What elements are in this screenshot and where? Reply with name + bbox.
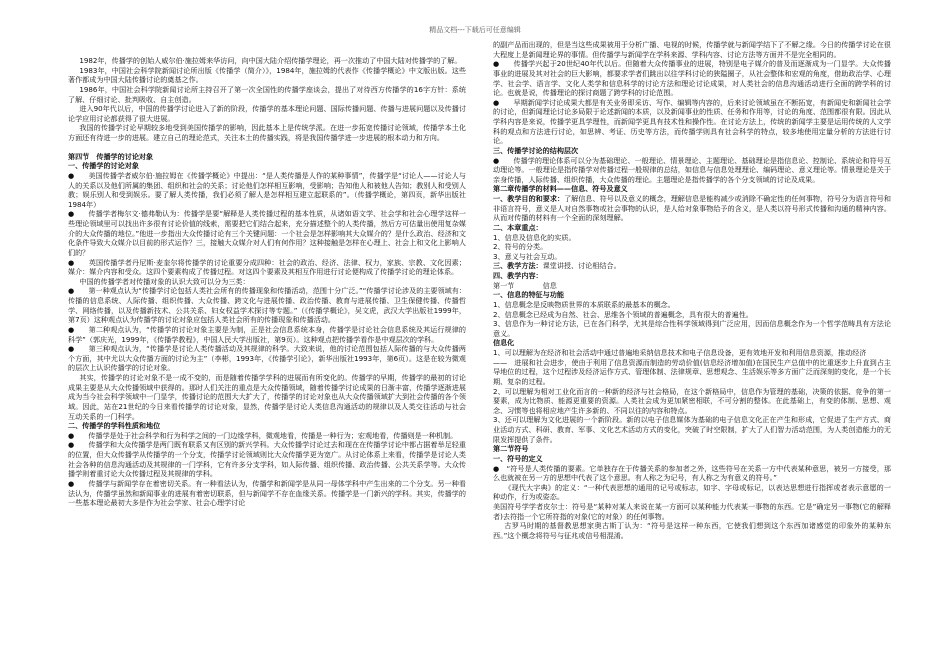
right_column-paragraph-28: 古罗马时期的基督教思想家奥古斯丁认为：“符号是这样一种东西，它使我们想到这个东西加诸感觉的印象外的某种东西。”这个概念将符号与征兆或信号相混淆。 xyxy=(493,521,891,540)
left_column-paragraph-3: 进入90年代以后，中国的传播学讨论进入了新的阶段，传播学的基本理论问题、国际传播问题、传播与进展问题以及传播讨论学应用讨论都获得了很大进展。 xyxy=(68,104,466,123)
right_column-paragraph-19: 1、可以理解为在经济和社会活动中通过普遍地采纳信息技术和电子信息设备，更有效地开发和利用信息资源，推动经济 xyxy=(493,348,867,357)
left_column-paragraph-6: 一、传播学的讨论对象 xyxy=(68,161,139,171)
right_column-paragraph-7: 二、本章重点： xyxy=(493,222,543,232)
left-column xyxy=(68,56,466,662)
right_column-paragraph-26: 《现代大字典》的定义：“一种代表思想的通用的记号或标志，如字、字母或标记，以表达思想进行指挥或者表示意愿的一种动作，行为或姿态。 xyxy=(493,482,891,502)
right_column-paragraph-10: 3、意义与社会互动。 xyxy=(493,251,562,261)
left_column-paragraph-1: 1983年，中国社会科学院新闻讨论所出版《传播学（简介）》，1984年，施拉姆的代表作《传播学概论》中文版出版。这些著作都成为中国大陆传播讨论的奠基之作。 xyxy=(68,65,466,85)
right_column-paragraph-22: 3、还可以理解为文化进展的一个新阶段。新的以电子信息媒体为基础的电子信息文化正在产生和形成，它促进了生产方式、商业活动方式、科研、教育、军事、文化艺术活动方式的变化，突破了时空限制，扩大了人们智力活动范围，为人类创造能力的无限发挥提供了条件。 xyxy=(493,415,891,444)
right_column-paragraph-20: —— 进展和社会进步，使由于利用了信息资源而制造的劳动价值(信息经济增加值)在国民生产总值中的比重逐步上升直到占主导地位的过程，这个过程涉及经济运作方式、管理体制、法律规章、思想观念、生活娱乐等多方面广泛而深刻的变化，是一个长期、复杂的过程。 xyxy=(493,357,891,386)
paragraph-body: 了解信息、符号以及意义的概念，理解信息是能构减少或消除不确定性的任何事物，符号分为语言符号和非语言符号，意义是人对自然事物或社会事物的认识，是人给对象事物给予的含义，是人类以符号形式传播和沟通的精神内容。从而对传播的材料有一个全面的深刻理解。 xyxy=(493,194,891,223)
paragraph-heading: 三、教学方法： xyxy=(493,261,543,271)
left_column-paragraph-13: ● 第三种观点认为，“传播学是讨论人类传播活动及其规律的科学。大致来说，他的讨论范围包括人际传播的与大众传播两个方面，其中尤以大众传播方面的讨论为主”（李彬，1993年，《传播学引论》，新华出版社1993年，第6页）。这是在较为微观的层次上认识传播学的讨论对象。 xyxy=(68,344,466,373)
left_column-paragraph-18: ● 传播学与新闻学存在着密切关系。有一种看法认为，传播学和新闻学是从同一母体学科中产生出来的二个分支。另一种看法认为，传播学虽然和新闻事业的进展有着密切联系，但与新闻学不存在血缘关系。传播学是一门新兴的学科。其实，传播学的一些基本理论最初大多是作为社会学家、社会心理学讨论 xyxy=(68,478,466,508)
left_column-paragraph-12: ● 第二种观点认为，“传播学的讨论对象主要是为制，正是社会信息系统本身，传播学是讨论社会信息系统及其运行规律的科学”（郭庆光，1999年，《传播学教程》，中国人民大学出版社，第9页）。这种观点把传播学看作是中观层次的学科。 xyxy=(68,324,466,344)
right_column-paragraph-4: ● 传播学的理论体系可以分为基础理论、一般理论、情景理论、主题理论、基础理论是指信息论、控制论、系统论和符号互动理论等。一般理论是指传播学对传播过程一般规律的总结，如信息与信息处理理论、编码理论、意义理论等。情景理论是关于亲身传播，人际传播、组织传播，大众传播的理论。主题理论是指传播学的各个分支领域的讨论及成果。 xyxy=(493,155,891,184)
left_column-paragraph-17: ● 传播学和大众传播学是两门既有联系又有区别的新兴学科。大众传播学讨论过去和现在在传播学讨论中都占据着举足轻重的位置，但大众传播学从传播学的一个分支，传播学讨论领域则比大众传播学更为宽广。从讨论体系上来看，传播学是讨论人类社会各种的信息沟通活动及其规律的一门学科，它有许多分支学科，如人际传播、组织传播、政治传播、公共关系学等。大众传播学则着重讨论大众传播过程及其规律的学科。 xyxy=(68,440,466,479)
left_column-paragraph-11: ● 第一种观点认为“传播学讨论包括人类社会所有的传播现象和传播活动，范围十分广泛。”“传播学讨论涉及的主要领域有：传播的信息系统、人际传播、组织传播、大众传播、跨文化与进展传播、政治传播、教育与进展传播、卫生保健传播、传播哲学、网络传播，以及传播新技术、公共关系、妇女权益学术探讨等专题。”（《传播学概论》，吴文虎，武汉大学出版社1999年，第7页）这种观点认为传播学的讨论对象应包括人类社会所有的传播现象和传播活动。 xyxy=(68,286,466,325)
right_column-paragraph-3: 三、传播学讨论的结构层次 xyxy=(493,145,579,155)
left_column-paragraph-5: 第四节 传播学的讨论对象 xyxy=(68,151,154,161)
right_column-paragraph-21: 2、可以理解为相对工业化而言的一种新的经济与社会格局，在这个新格局中，信息作为管理的基础，决策的依据、竞争的第一要素，成为比物质、能源更重要的资源。人类社会成为更加紧密相联，不可分割的整体。在此基础上，有变的体制、思想、观念、习惯等也将相应地产生许多新的、不同以往的内容和特点。 xyxy=(493,386,891,415)
right_column-paragraph-15: 1、信息概念是反映物质世界的本质联系的最基本的概念。 xyxy=(493,299,675,309)
right_column-paragraph-24: 一、符号的定义 xyxy=(493,453,543,463)
right_column-paragraph-17: 3、信息作为一种讨论方法，已在各门科学，尤其是综合性科学领域得到广泛应用，因而信息概念作为一个哲学范畴具有方法论意义。 xyxy=(493,319,891,338)
right_column-paragraph-0: 的副产品而出现的，但是当这些成果被用于分析广播、电视的时候，传播学就与新闻学结下了不解之缘。今日的传播学讨论在很大程度上是新闻理论界的事情。但传播学与新闻学在学科来源、学科内容、讨论方法等方面并不是完全相同的。 xyxy=(493,40,891,59)
left_column-paragraph-15: 二、传播学的学科性质和地位 xyxy=(68,421,161,431)
paragraph-body: 课堂讲授、讨论相结合。 xyxy=(542,261,621,271)
left_column-paragraph-4: 我国的传播学讨论早期较多地受到美国传播学的影响，因此基本上是传统学派。在进一步拓宽传播讨论领域，传播学本土化方面还有待进一步的进展。建立自己的理论范式，关注本土的传播实践，将是我国传播学进一步进展的根本动力和方向。 xyxy=(68,123,466,142)
left_column-paragraph-7: ● 美国传播学者威尔伯·施拉姆在《传播学概论》中提出：“是人类传播是人作的某种事情”，传播学是“讨论人——讨论人与人的关系以及他们所属的集团、组织和社会的关系；讨论他们怎样相互影响，受影响；告知他人和被他人告知；教别人和受别人教；娱乐别人和受到娱乐。要了解人类传播，我们必须了解人是怎样相互建立起联系的”。（传播学概论，第四页，新华出版社1984年） xyxy=(68,170,466,209)
left_column-paragraph-10: 中国的传播学者对传播对象的认识大致可以分为三类： xyxy=(79,276,250,286)
right_column-paragraph-12: 四、教学内容： xyxy=(493,271,543,280)
header-note: 精品文档---下载后可任意编辑 xyxy=(429,26,521,34)
paragraph-heading: 一、教学目的和要求： xyxy=(493,194,565,203)
left_column-paragraph-14: 其实，传播学的讨论对象不是一成不变的，而是随着传播学学科的进展而有所变化的。传播学的早期，传播学的最初的讨论成果主要是从大众传播领域中获得的。那时人们关注的重点是大众传播领域，随着传播学讨论成果的日渐丰富，传播学逐渐进展成为当今社会科学领域中一门显学，传播讨论的范围大大扩大了，传播学的讨论对象也从大众传播领域扩大到社会传播的各个领域。因此，站在21世纪的今日来看传播学的讨论对象，显然，传播学是讨论人类信息沟通活动的规律以及人类交往活动与社会互动关系的一门科学。 xyxy=(68,373,466,421)
right_column-paragraph-6 xyxy=(493,194,891,223)
right_column-paragraph-27: 美国符号学学者皮尔士：符号是“某种对某人来说在某一方面可以某种能力代表某一事物的东西。它是”确定另一事物(它的解释者)去符指一个它所符指的对象(它的对象）的任何事物。 xyxy=(493,502,891,521)
right_column-paragraph-9: 2、符号的分类。 xyxy=(493,242,548,252)
right_column-paragraph-16: 2、信息概念已经成为自然、社会、思维各个领域的普遍概念，具有很大的普遍性。 xyxy=(493,309,753,319)
left_column-paragraph-8: ● 传播学者梅尔文·德弗勒认为：传播学是要“解释是人类传播过程的基本性质，从诸如语文学、社会学和社会心理学这样一些理论领域里可以找出许多很有讨论价值的线索，需要把它们结合起来，充分描述整个的人类传播，然后方可估量出使用复杂媒介的大众传播的地位。”他进一步指出大众传播讨论有三个关键问题：一个社会是怎样影响其大众媒介的？是什么政治、经济和文化条件导致大众媒介以目前的形式运作？三，接触大众媒介对人们有何作用？这种接触是怎样在心理上、社会上和文化上影响人们的？ xyxy=(68,209,466,257)
right_column-paragraph-8: 1、信息及信息化的实质。 xyxy=(493,232,576,242)
right_column-paragraph-2: ● 早期新闻学讨论成果大都是有关业务即采访、写作、编辑等内容的，后来讨论领域虽在不断拓宽，有新闻史和新闻社会学的讨论，但新闻理论讨论多局限于论述新闻的本质，以及新闻事业的性质、任务和作用等，讨论的角度、范围都很有限。因此从学科内容是来说，传播学更具学理性，而新闻学更具有技术性和操作性。在讨论方法上，传统的新闻学主要是运用传统的人文学科的观点和方法进行讨论，如思辨、考证、历史等方法，而传播学则具有社会科学的特点，较多地使用定量分析的方法进行讨论。 xyxy=(493,97,891,146)
right_column-paragraph-1: ● 传播学兴起于20世纪40年代以后。但随着大众传播事业的进展，特别是电子媒介的普及而逐渐成为一门显学。大众传播事业的进展及其对社会的巨大影响，都要求学者们跳出以往学科讨论的狭隘圈子，从社会整体和宏观的角度，借助政治学、心理学、社会学、语言学、文化人类学和信息科学的讨论方法和理论讨论成果，对人类社会的信息沟通活动进行全面的跨学科的讨论。也就是说，传播理论的探讨商题了跨学科的讨论范围。 xyxy=(493,59,891,98)
left_column-paragraph-16: ● 传播学是处于社会科学和行为科学之间的一门边缘学科，微观地看，传播是一种行为；宏观地看，传播则是一种机制。 xyxy=(68,430,458,440)
right-column xyxy=(493,40,891,664)
left_column-paragraph-0: 1982年，传播学的创始人威尔伯·施拉姆来华访问，向中国大陆介绍传播学理论，再一次推动了中国大陆对传播学的了解。 xyxy=(79,56,462,65)
left_column-paragraph-2: 1986年，中国社会科学院新闻讨论所主持召开了第一次全国性的传播学座谈会，提出了对待西方传播学的16字方针：系统了解、仔细讨论、批判吸收、自主创造。 xyxy=(68,84,466,104)
right_column-paragraph-11 xyxy=(493,261,891,271)
right_column-paragraph-5: 第二章传播学的材料——信息、符号及意义 xyxy=(493,184,628,194)
left_column-paragraph-9: ● 英国传播学者丹尼斯·麦奎尔将传播学的讨论重要分成四种：社会的政治、经济、法律、权力，家族、宗教、文化因素；媒介：媒介内容和受众。这四个要素构成了传播过程。对这四个要素及其相互作用进行讨论便构成了传播学讨论的理论体系。 xyxy=(68,257,466,277)
right_column-paragraph-23: 第二节符号 xyxy=(493,444,529,454)
right_column-paragraph-14: 一、信息的特征与功能 xyxy=(493,290,564,300)
right_column-paragraph-13: 第一节 信息 xyxy=(493,280,557,290)
right_column-paragraph-25: ● “符号是人类传播的要素。它单独存在于传播关系的参加者之外，这些符号在关系一方中代表某种意思，被另一方接受，那么也就被在另一方的思想中代表了这个意思。有人称之为记号，有人称之为有意义的符号。” xyxy=(493,463,891,483)
right_column-paragraph-18: 信息化 xyxy=(493,338,515,348)
